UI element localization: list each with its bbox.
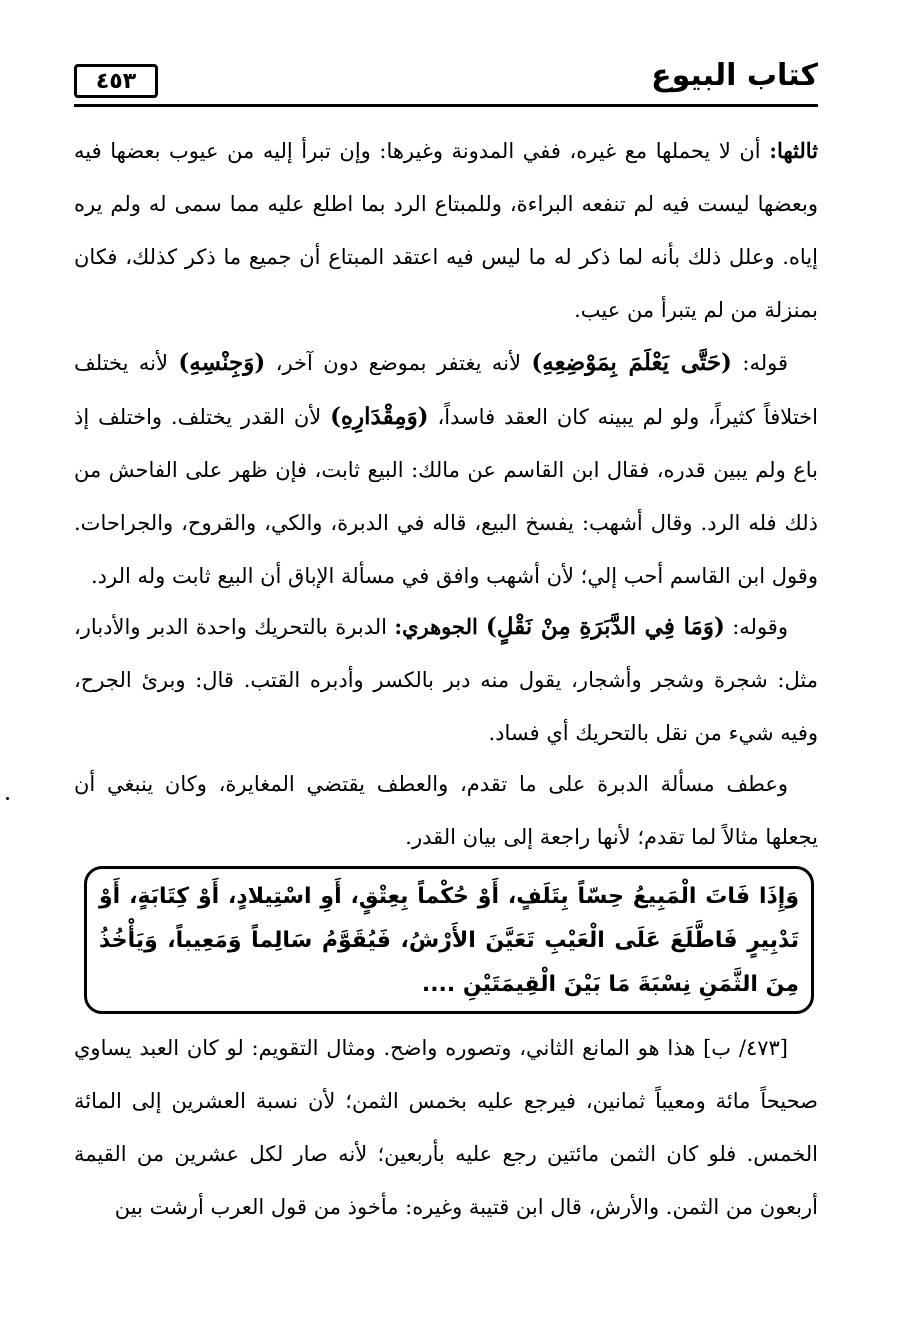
paragraph-text: أن لا يحملها مع غيره، ففي المدونة وغيرها: وإن تبرأ إليه من عيوب بعضها فيه وبعضها ليست فيه لم تنفعه البراءة، وللمبتاع الرد بما اطلع عليه مما سمى له ولم يره إياه. وعلل ذلك بأنه لما ذكر له ما ليس فيه اعتقد المبتاع أن جميع ما ذكر كذلك، فكان بمنزلة من لم يتبرأ من عيب. <box>74 139 818 322</box>
paragraph-text: هذا هو المانع الثاني، وتصوره واضح. ومثال التقويم: لو كان العبد يساوي صحيحاً مائة ومعيباً ثمانين، فيرجع عليه بخمس الثمن؛ لأن نسبة العشرين إلى المائة الخمس. فلو كان الثمن مائتين رجع عليه بأربعين؛ لأنه صار لكل عشرين من القيمة أربعون من الثمن. والأرش، قال ابن قتيبة وغيره: مأخوذ من قول العرب أرشت بين <box>74 1036 818 1219</box>
matn-quote: (وَمِقْدَارِهِ) <box>330 403 429 430</box>
section-label: ثالثها: <box>769 138 818 163</box>
source-label: الجوهري: <box>394 614 486 639</box>
matn-quote: (حَتَّى يَعْلَمَ بِمَوْضِعِهِ) <box>531 349 732 376</box>
paragraph-dabara <box>74 600 818 760</box>
paragraph-knowledge-of-defect <box>74 336 818 603</box>
paragraph-text: الدبرة بالتحريك واحدة الدبر والأدبار، مثل: شجرة وشجر وأشجار، يقول منه دبر بالكسر وأدبره القتب. قال: وبرئ الجرح، وفيه شيء من نقل بالتحريك أي فساد. <box>74 615 818 745</box>
matn-box <box>84 866 814 1014</box>
commentary-block-1 <box>74 124 818 337</box>
paragraph-conjunction: وعطف مسألة الدبرة على ما تقدم، والعطف يقتضي المغايرة، وكان ينبغي أن يجعلها مثالاً لما تقدم؛ لأنها راجعة إلى بيان القدر. <box>74 772 818 849</box>
header-rule <box>74 104 818 107</box>
commentary-block-3 <box>74 600 818 760</box>
paragraph-arsh <box>74 1022 818 1234</box>
paragraph-text: لأنه يختلف اختلافاً كثيراً، ولو لم يبينه كان العقد فاسداً، <box>74 351 818 429</box>
folio-marker: [٤٧٣/ ب] <box>703 1036 788 1060</box>
paragraph-intro: قوله: <box>731 351 789 375</box>
matn-quote: (وَجِنْسِهِ) <box>178 349 266 376</box>
paragraph-intro: وقوله: <box>724 615 788 639</box>
commentary-block-2 <box>74 336 818 603</box>
page-number: ٤٥٣ <box>95 68 137 94</box>
commentary-block-5 <box>74 1022 818 1234</box>
commentary-block-4 <box>74 758 818 864</box>
matn-quote: (وَمَا فِي الدَّبَرَةِ مِنْ نَقْلٍ) <box>485 613 725 640</box>
matn-text: وَإِذَا فَاتَ الْمَبِيعُ حِسّاً بِتَلَفٍ، أَوْ حُكْماً بِعِتْقٍ، أَوِ اسْتِيلادٍ، أَوْ كِتَابَةٍ، أَوْ تَدْبِيرٍ فَاطَّلَعَ عَلَى الْعَيْبِ تَعَيَّنَ الأَرْشُ، فَيُقَوَّمُ سَالِماً وَمَعِيباً، وَيَأْخُذُ مِنَ الثَّمَنِ نِسْبَةَ مَا بَيْنَ الْقِيمَتَيْنِ .... <box>99 884 799 997</box>
paragraph-text: لأن القدر يختلف. واختلف إذ باع ولم يبين قدره، فقال ابن القاسم عن مالك: البيع ثابت، فإن ظهر على الفاحش من ذلك فله الرد. وقال أشهب: يفسخ البيع، قاله في الدبرة، والكي، والقروح، والجراحات. وقول ابن القاسم أحب إلي؛ لأن أشهب وافق في مسألة الإباق أن البيع ثابت وله الرد. <box>74 405 818 588</box>
paragraph-text: لأنه يغتفر بموضع دون آخر، <box>265 351 532 375</box>
paragraph-third-condition <box>74 124 818 337</box>
chapter-title: كتاب البيوع <box>651 58 818 93</box>
page-number-box <box>74 64 158 98</box>
margin-dot <box>6 797 9 800</box>
